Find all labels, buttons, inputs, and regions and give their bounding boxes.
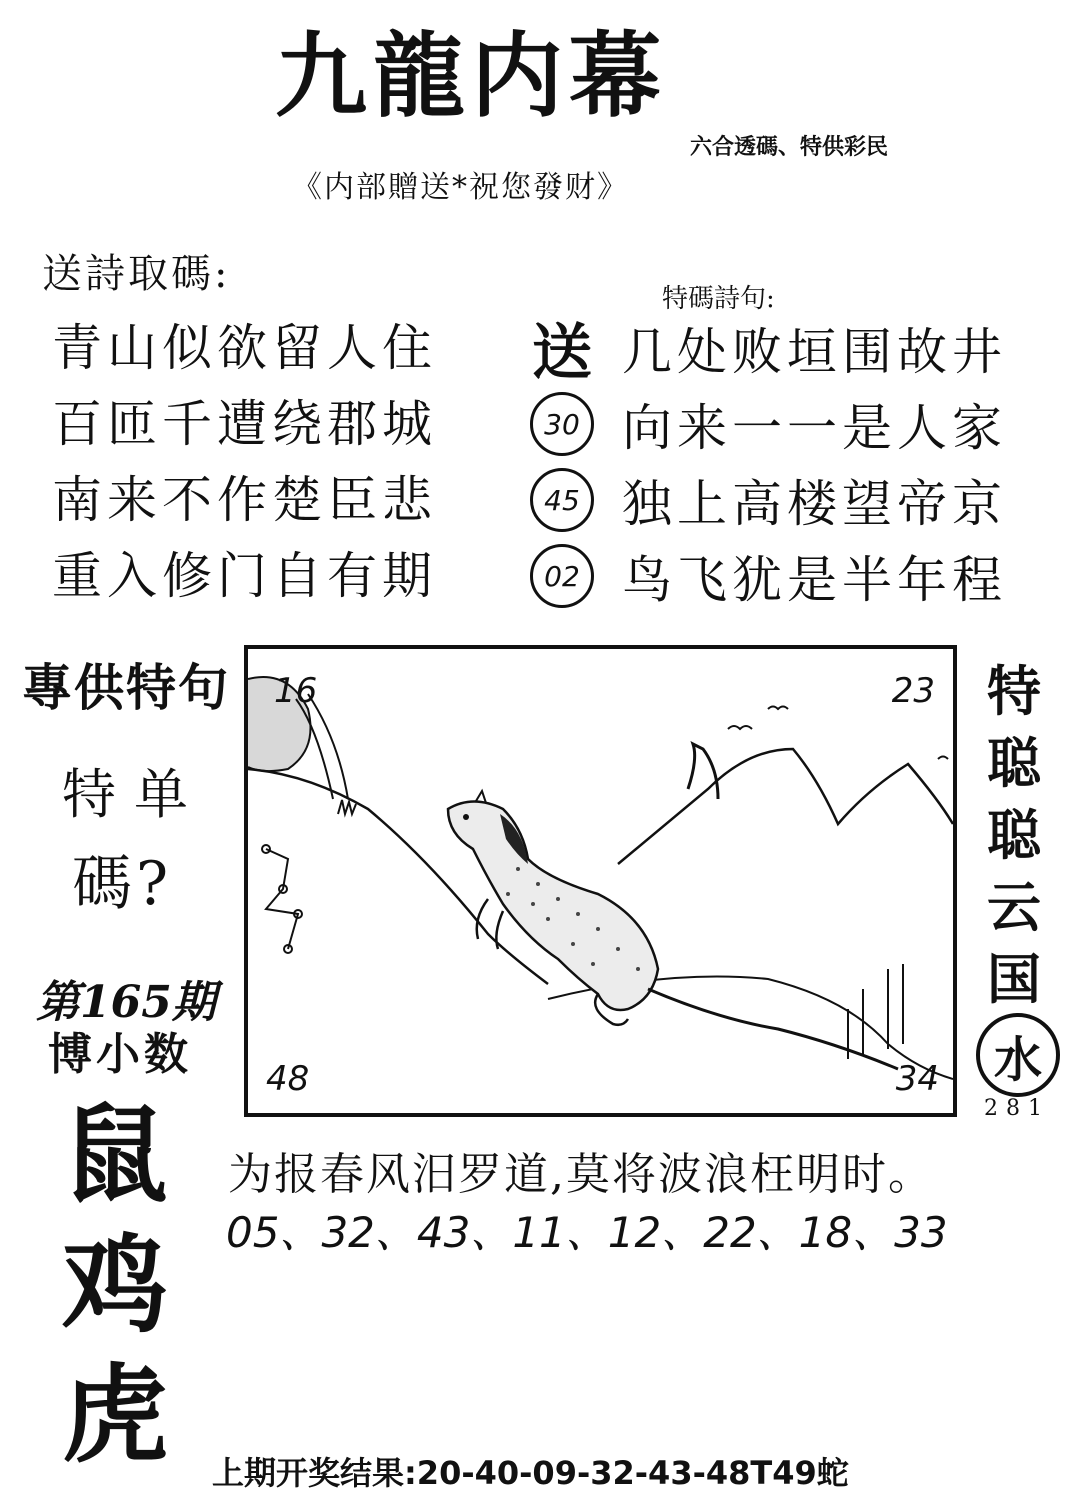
special-single-label: 特单 <box>62 763 206 826</box>
number-list: 05、32、43、11、12、22、18、33 <box>226 1208 948 1257</box>
zodiac-char: 虎 <box>62 1352 168 1477</box>
song-marker: 送 <box>532 318 592 388</box>
left-poem <box>52 310 437 614</box>
circled-number: 30 <box>530 392 594 456</box>
bottom-poem: 为报春风汨罗道,莫将波浪枉明时。 <box>228 1149 934 1200</box>
circled-number: 02 <box>530 544 594 608</box>
corner-number-bottom-right: 34 <box>895 1059 939 1099</box>
zodiac-char: 鸡 <box>62 1222 168 1347</box>
circled-number: 45 <box>530 468 594 532</box>
corner-number-bottom-left: 48 <box>266 1059 310 1099</box>
poem-line: 鸟飞犹是半年程 <box>622 551 1007 609</box>
illustration-frame <box>244 645 957 1117</box>
corner-number-top-left: 16 <box>274 671 318 711</box>
poem-line: 南来不作楚臣悲 <box>52 471 437 529</box>
element-badge: 水 <box>976 1013 1060 1097</box>
vertical-char: 特 <box>987 659 1041 723</box>
small-number: 281 <box>984 1096 1050 1121</box>
vertical-char: 聪 <box>987 803 1041 867</box>
right-poem <box>530 310 1007 614</box>
zodiac-char: 鼠 <box>62 1092 168 1217</box>
poem-line: 几处败垣围故井 <box>622 323 1007 381</box>
corner-number-top-right: 23 <box>891 671 935 711</box>
page-title: 九龍内幕 <box>275 22 668 130</box>
vertical-phrase <box>982 655 1046 1015</box>
poem-line: 百匝千遭绕郡城 <box>52 395 437 453</box>
poem-row <box>530 310 1007 386</box>
issue-number: 第165期 <box>36 977 216 1028</box>
rat-sketch-illustration <box>248 649 953 1113</box>
issue-subtitle: 博小数 <box>48 1029 192 1080</box>
tagline: 《内部贈送*祝您發财》 <box>292 170 629 205</box>
zodiac-list <box>60 1090 170 1480</box>
poem-line: 独上高楼望帝京 <box>622 475 1007 533</box>
vertical-char: 聪 <box>987 731 1041 795</box>
poem-row <box>530 462 1007 538</box>
poem-line: 向来一一是人家 <box>622 399 1007 457</box>
vertical-char: 国 <box>987 947 1041 1011</box>
special-poem-label: 特碼詩句: <box>662 284 775 314</box>
subtitle: 六合透碼、特供彩民 <box>690 134 889 160</box>
poem-row <box>530 386 1007 462</box>
last-draw-result: 上期开奖结果:20-40-09-32-43-48T49蛇 <box>212 1454 849 1492</box>
vertical-char: 云 <box>987 875 1041 939</box>
special-code-label: 碼? <box>72 849 173 919</box>
poem-section-title: 送詩取碼: <box>42 251 231 297</box>
special-line-title: 專供特句 <box>22 658 230 717</box>
poem-line: 青山似欲留人住 <box>52 319 437 377</box>
poem-line: 重入修门自有期 <box>52 547 437 605</box>
poem-row <box>530 538 1007 614</box>
